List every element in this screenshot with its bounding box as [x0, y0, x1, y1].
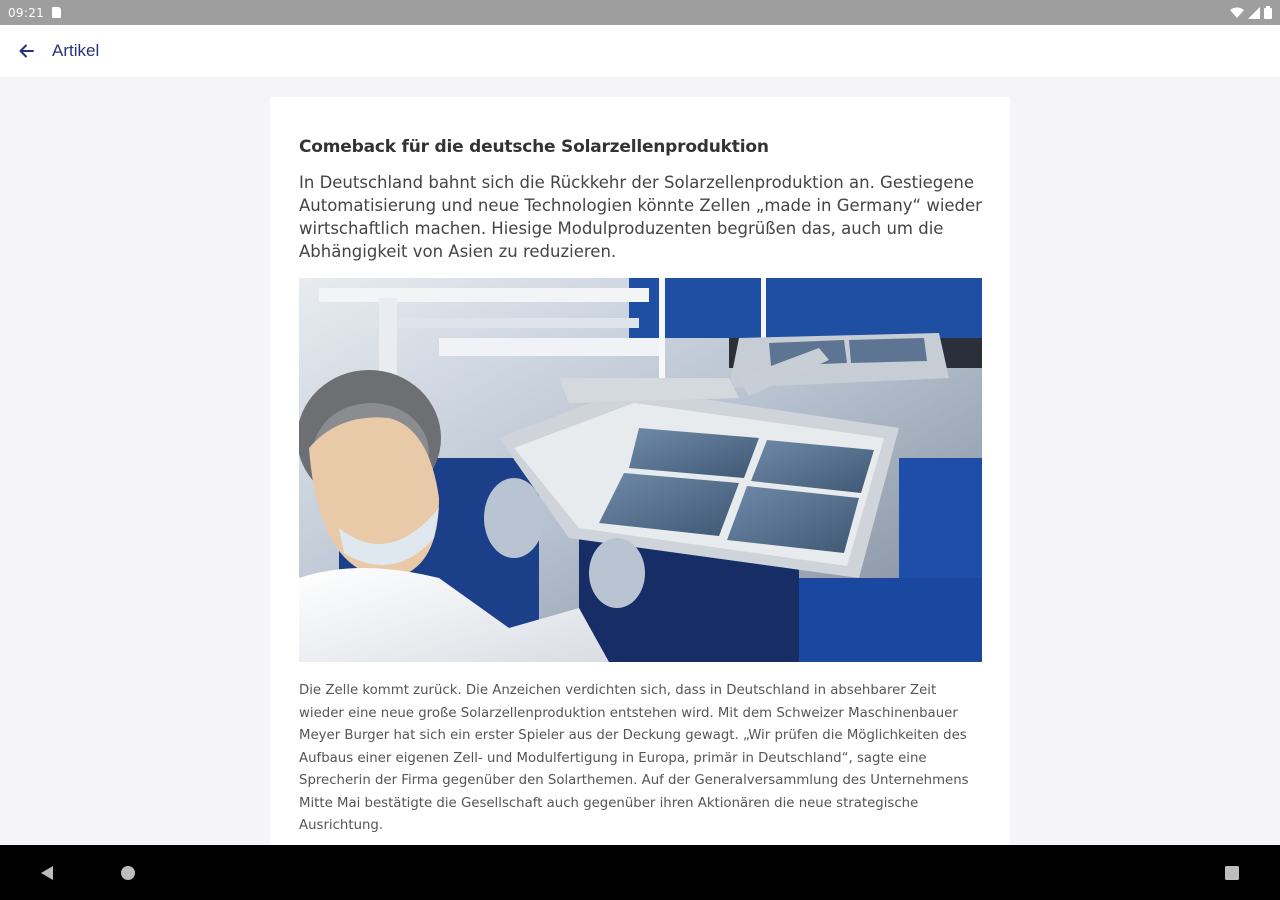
article-card: [270, 97, 1010, 845]
article-body: Die Zelle kommt zurück. Die Anzeichen verdichten sich, dass in Deutschland in absehbarer Zeit wieder eine neue große Solarzellenproduktion entstehen wird. Mit dem Schweizer Maschinenbauer Meyer Burger hat sich ein erster Spieler aus der Deckung gewagt. „Wir prüfen die Möglichkeiten des Aufbaus einer eigenen Zell- und Modulfertigung in Europa, primär in Deutschland“, sagte eine Sprecherin der Firma gegenüber den Solarthemen. Auf der Generalversammlung des Unternehmens Mitte Mai bestätigte die Gesellschaft auch gegenüber ihren Aktionären die neue strategische Ausrichtung.: [299, 683, 969, 833]
back-button[interactable]: [0, 25, 52, 77]
nav-recents-icon: [1224, 865, 1240, 881]
nav-back-icon: [39, 865, 55, 881]
wifi-icon: [1230, 7, 1244, 19]
nav-recents-button[interactable]: [1202, 845, 1262, 900]
nav-home-button[interactable]: [98, 845, 158, 900]
nav-home-icon: [120, 865, 136, 881]
article-scroll-area[interactable]: [0, 77, 1280, 845]
nav-back-button[interactable]: [17, 845, 77, 900]
arrow-left-icon: [18, 43, 34, 59]
signal-icon: [1248, 7, 1260, 19]
status-bar: [0, 0, 1280, 25]
battery-icon: [1264, 6, 1272, 19]
page-title: Artikel: [52, 41, 100, 60]
article-lead: In Deutschland bahnt sich die Rückkehr der Solarzellenproduktion an. Gestiegene Automatisierung und neue Technologien könnte Zellen „made in Germany“ wieder wirtschaftlich machen. Hiesige Modulproduzenten begrüßen das, auch um die Abhängigkeit von Asien zu reduzieren.: [299, 173, 982, 261]
article-image: [299, 278, 982, 662]
status-time: 09:21: [8, 5, 45, 20]
sd-card-icon: [52, 7, 61, 18]
system-nav-bar: [0, 845, 1280, 900]
article-headline: Comeback für die deutsche Solarzellenproduktion: [299, 137, 769, 157]
app-bar: [0, 25, 1280, 77]
